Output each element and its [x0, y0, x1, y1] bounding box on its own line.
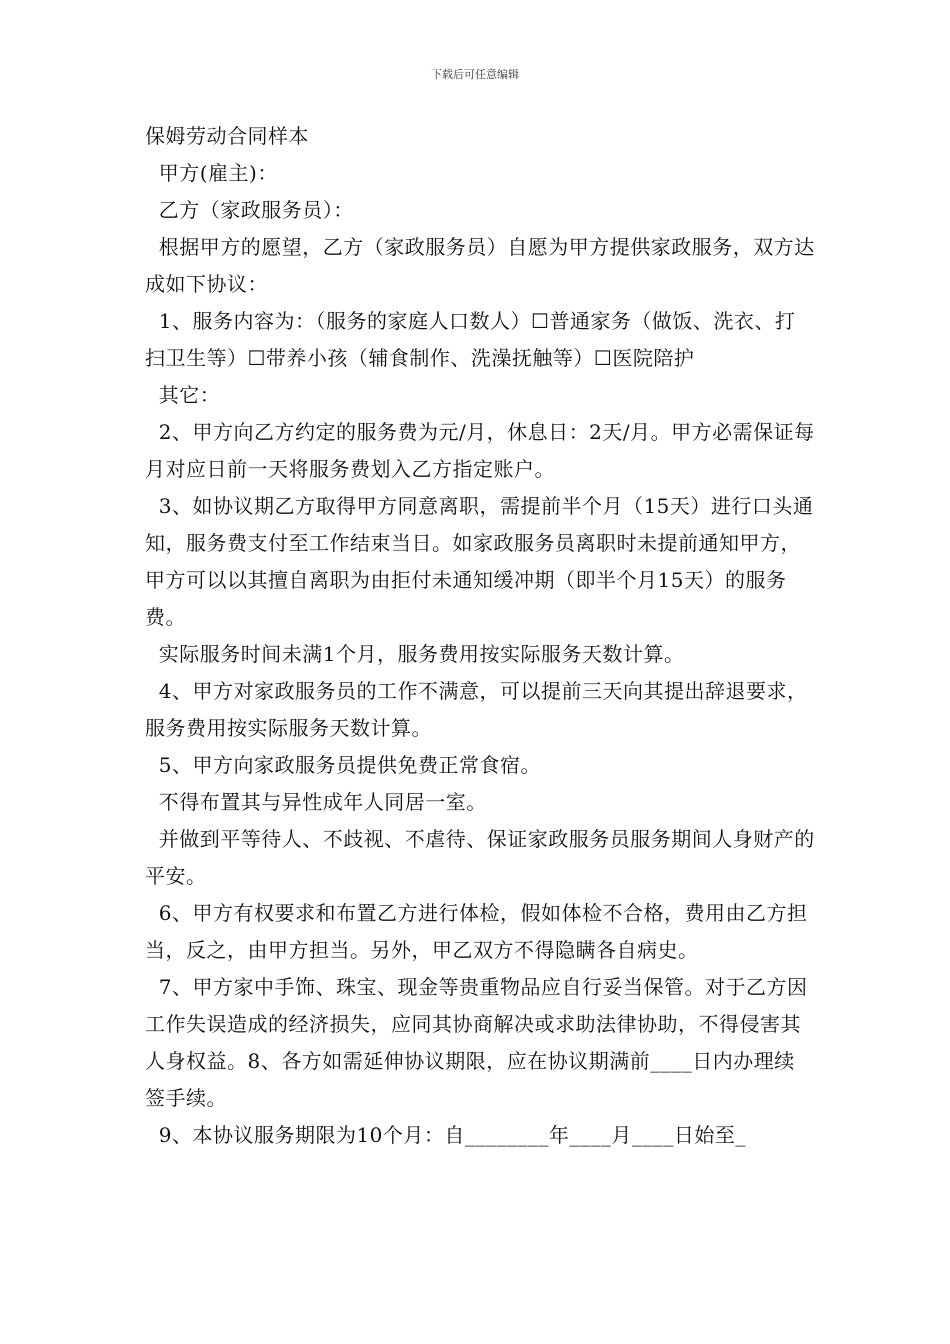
paragraph: 实际服务时间未满1个月，服务费用按实际服务天数计算。	[145, 642, 685, 666]
paragraph: 4、甲方对家政服务员的工作不满意，可以提前三天向其提出辞退要求，服务费用按实际服务天数计算。	[145, 679, 808, 740]
paragraph: 5、甲方向家政服务员提供免费正常食宿。	[145, 753, 541, 777]
paragraph: 甲方(雇主)：	[145, 161, 278, 185]
paragraph: 不得布置其与异性成年人同居一室。	[145, 790, 487, 814]
paragraph: 7、甲方家中手饰、珠宝、现金等贵重物品应自行妥当保管。对于乙方因工作失误造成的经济损失，应同其协商解决或求助法律协助，不得侵害其人身权益。8、各方如需延伸协议期限，应在协议期满前____日内办理续签手续。	[145, 975, 808, 1110]
paragraph: 其它：	[145, 383, 221, 407]
document-title: 保姆劳动合同样本	[145, 124, 309, 148]
paragraph: 根据甲方的愿望，乙方（家政服务员）自愿为甲方提供家政服务，双方达成如下协议：	[145, 235, 815, 296]
document-body	[145, 118, 815, 1154]
page-header-note: 下载后可任意编辑	[431, 68, 519, 81]
paragraph: 3、如协议期乙方取得甲方同意离职，需提前半个月（15天）进行口头通知，服务费支付至工作结束当日。如家政服务员离职时未提前通知甲方，甲方可以以其擅自离职为由拒付未通知缓冲期（即半个月15天）的服务费。	[145, 494, 814, 629]
paragraph: 9、本协议服务期限为10个月：自________年____月____日始至_	[145, 1123, 746, 1147]
paragraph: 乙方（家政服务员）：	[145, 198, 354, 222]
paragraph: 6、甲方有权要求和布置乙方进行体检，假如体检不合格，费用由乙方担当，反之，由甲方担当。另外，甲乙双方不得隐瞒各自病史。	[145, 901, 808, 962]
paragraph: 2、甲方向乙方约定的服务费为元/月，休息日：2天/月。甲方必需保证每月对应日前一天将服务费划入乙方指定账户。	[145, 420, 815, 481]
paragraph: 1、服务内容为：（服务的家庭人口数人）☐普通家务（做饭、洗衣、打扫卫生等）☐带养小孩（辅食制作、洗澡抚触等）☐医院陪护	[145, 309, 796, 370]
paragraph: 并做到平等待人、不歧视、不虐待、保证家政服务员服务期间人身财产的平安。	[145, 827, 815, 888]
